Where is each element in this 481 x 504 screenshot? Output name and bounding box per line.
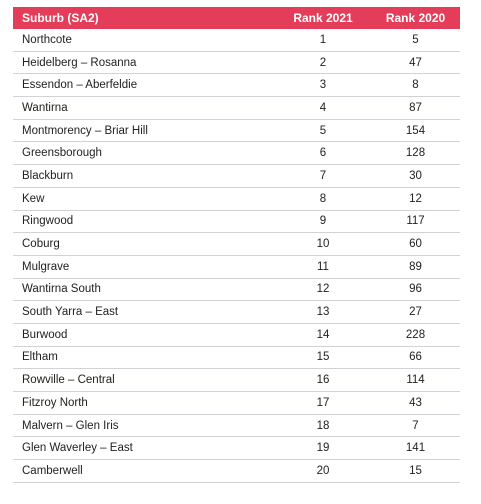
- cell-rank-2020: 47: [409, 56, 422, 69]
- cell-suburb: Greensborough: [22, 147, 102, 160]
- cell-rank-2021: 20: [316, 464, 330, 477]
- table-row: [13, 233, 460, 256]
- cell-suburb: Burwood: [22, 328, 68, 341]
- cell-rank-2020: 114: [406, 374, 425, 387]
- cell-rank-2021: 6: [319, 147, 327, 160]
- table-row: [13, 74, 460, 97]
- cell-rank-2021: 5: [319, 124, 327, 137]
- cell-rank-2020: 228: [405, 328, 426, 341]
- table-row: [13, 369, 460, 392]
- cell-suburb: South Yarra – East: [22, 306, 119, 319]
- table-row: [13, 347, 460, 370]
- cell-rank-2020: 7: [412, 419, 419, 432]
- table-row: [13, 211, 460, 234]
- cell-rank-2021: 1: [319, 33, 327, 46]
- cell-rank-2021: 3: [319, 79, 327, 92]
- table-row: [13, 52, 460, 75]
- cell-rank-2021: 19: [316, 442, 330, 455]
- table-row: [13, 415, 460, 438]
- cell-rank-2021: 11: [317, 260, 329, 273]
- cell-rank-2021: 9: [319, 215, 327, 228]
- cell-suburb: Montmorency – Briar Hill: [22, 124, 148, 137]
- cell-rank-2020: 154: [405, 124, 426, 137]
- cell-suburb: Camberwell: [22, 464, 83, 477]
- suburb-rank-table: [13, 7, 460, 483]
- cell-suburb: Glen Waverley – East: [22, 442, 133, 455]
- cell-suburb: Coburg: [22, 238, 60, 251]
- cell-suburb: Rowville – Central: [22, 374, 115, 387]
- cell-rank-2021: 17: [316, 396, 330, 409]
- cell-suburb: Heidelberg – Rosanna: [22, 56, 137, 69]
- cell-rank-2020: 60: [409, 238, 422, 251]
- table-row: [13, 256, 460, 279]
- cell-rank-2020: 27: [409, 306, 422, 319]
- cell-suburb: Eltham: [22, 351, 58, 364]
- table-row: [13, 29, 460, 52]
- table-body: [13, 29, 460, 483]
- column-header-rank-2020: Rank 2020: [385, 11, 446, 25]
- cell-suburb: Blackburn: [22, 169, 74, 182]
- table-row: [13, 97, 460, 120]
- cell-suburb: Essendon – Aberfeldie: [22, 79, 138, 92]
- cell-suburb: Mulgrave: [22, 260, 70, 273]
- cell-rank-2021: 7: [319, 169, 327, 182]
- cell-rank-2021: 13: [316, 306, 330, 319]
- column-header-rank-2021: Rank 2021: [293, 11, 353, 25]
- cell-rank-2020: 5: [412, 33, 419, 46]
- cell-rank-2021: 14: [316, 328, 330, 341]
- table-row: [13, 188, 460, 211]
- table-row: [13, 142, 460, 165]
- table-row: [13, 301, 460, 324]
- table-row: [13, 120, 460, 143]
- table-row: [13, 279, 460, 302]
- cell-rank-2020: 141: [405, 442, 426, 455]
- cell-suburb: Ringwood: [22, 215, 74, 228]
- cell-rank-2020: 8: [412, 79, 419, 92]
- cell-suburb: Wantirna: [22, 101, 68, 114]
- cell-suburb: Malvern – Glen Iris: [22, 419, 119, 432]
- cell-suburb: Fitzroy North: [22, 396, 88, 409]
- cell-rank-2020: 117: [406, 215, 425, 228]
- table-row: [13, 165, 460, 188]
- table-row: [13, 392, 460, 415]
- cell-suburb: Kew: [22, 192, 45, 205]
- cell-rank-2020: 128: [405, 147, 426, 160]
- cell-rank-2021: 15: [316, 351, 330, 364]
- cell-rank-2020: 66: [409, 351, 422, 364]
- cell-rank-2021: 12: [316, 283, 330, 296]
- cell-rank-2021: 4: [319, 101, 327, 114]
- cell-rank-2020: 12: [409, 192, 422, 205]
- cell-rank-2020: 43: [409, 396, 422, 409]
- cell-rank-2020: 96: [409, 283, 422, 296]
- cell-rank-2020: 15: [409, 464, 422, 477]
- cell-suburb: Northcote: [22, 33, 72, 46]
- table-row: [13, 460, 460, 483]
- cell-rank-2020: 30: [409, 169, 422, 182]
- cell-suburb: Wantirna South: [22, 283, 101, 296]
- cell-rank-2020: 87: [409, 101, 422, 114]
- table-header: [13, 7, 460, 29]
- table-row: [13, 437, 460, 460]
- column-header-suburb: Suburb (SA2): [22, 11, 99, 25]
- table-row: [13, 324, 460, 347]
- cell-rank-2021: 2: [319, 56, 327, 69]
- cell-rank-2021: 16: [316, 374, 330, 387]
- cell-rank-2021: 10: [316, 238, 330, 251]
- cell-rank-2021: 8: [319, 192, 327, 205]
- cell-rank-2020: 89: [409, 260, 422, 273]
- cell-rank-2021: 18: [316, 419, 330, 432]
